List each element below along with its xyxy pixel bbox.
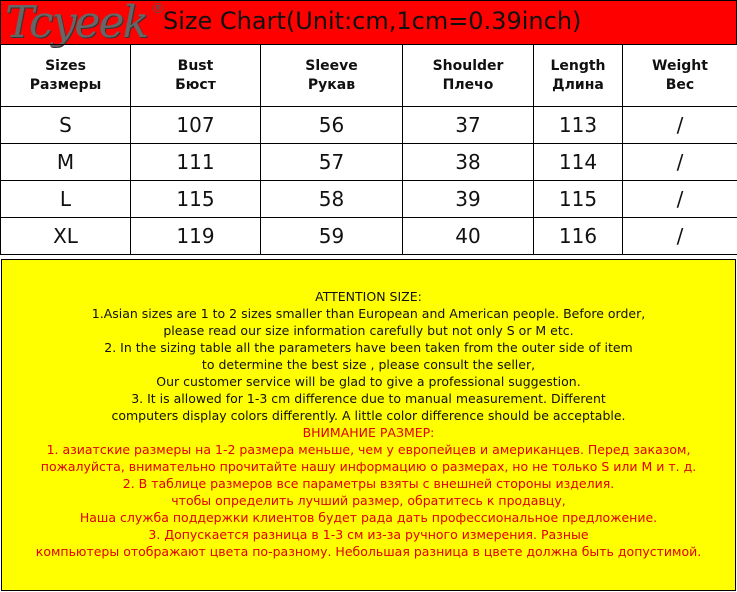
header-cell <box>534 45 623 107</box>
header-cell <box>623 45 737 107</box>
table-cell: 40 <box>403 218 534 255</box>
note-line: компьютеры отображают цвета по-разному. Небольшая разница в цвете должна быть допустимой. <box>35 544 702 559</box>
note-line: please read our size information carefully but not only S or M etc. <box>163 323 574 338</box>
table-row <box>1 107 737 144</box>
note-line: 1.Asian sizes are 1 to 2 sizes smaller than European and American people. Before order, <box>91 306 646 321</box>
note-line: 1. азиатские размеры на 1-2 размера меньше, чем у европейцев и американцев. Перед заказом, <box>46 442 691 457</box>
header-en: Bust <box>177 57 214 74</box>
note-line: computers display colors differently. A little color difference should be acceptable. <box>111 408 626 423</box>
size-table <box>0 44 737 255</box>
note-line: ВНИМАНИЕ РАЗМЕР: <box>302 425 435 440</box>
header-en: Sleeve <box>305 57 358 74</box>
table-cell: / <box>623 144 737 181</box>
note-line: to determine the best size , please consult the seller, <box>201 357 536 372</box>
header-en: Sizes <box>45 57 86 74</box>
note-line: 2. In the sizing table all the parameters have been taken from the outer side of item <box>104 340 633 355</box>
note-line: пожалуйста, внимательно прочитайте нашу информацию о размерах, но не только S или M и т. д. <box>40 459 697 474</box>
table-cell: / <box>623 181 737 218</box>
header-cell <box>1 45 131 107</box>
note-line: 3. It is allowed for 1-3 cm difference due to manual measurement. Different <box>131 391 606 406</box>
header-en: Shoulder <box>432 57 504 74</box>
header-ru: Плечо <box>442 76 494 93</box>
table-cell: S <box>1 107 131 144</box>
header-ru: Вес <box>665 76 695 93</box>
header-cell <box>403 45 534 107</box>
note-line: Our customer service will be glad to give a professional suggestion. <box>156 374 581 389</box>
header-ru: Длина <box>552 76 604 93</box>
header-ru: Рукав <box>307 76 356 93</box>
header-ru: Размеры <box>29 76 102 93</box>
notes-panel <box>1 259 736 591</box>
chart-title: Size Chart(Unit:cm,1cm=0.39inch) <box>163 7 582 35</box>
table-row <box>1 218 737 255</box>
table-cell: 119 <box>131 218 261 255</box>
table-cell: 115 <box>534 181 623 218</box>
brand-logo: Tcyeek <box>5 0 148 48</box>
header-en: Length <box>550 57 606 74</box>
note-line: 3. Допускается разница в 1-3 см из-за ручного измерения. Разные <box>148 527 589 542</box>
table-cell: 59 <box>261 218 403 255</box>
table-cell: 113 <box>534 107 623 144</box>
table-row <box>1 181 737 218</box>
notes-english <box>2 288 735 424</box>
header-en: Weight <box>652 57 708 74</box>
table-cell: 107 <box>131 107 261 144</box>
title-bar <box>0 0 737 48</box>
note-line: ATTENTION SIZE: <box>315 289 422 304</box>
notes-russian <box>2 424 735 560</box>
table-cell: 58 <box>261 181 403 218</box>
table-cell: 37 <box>403 107 534 144</box>
table-cell: 57 <box>261 144 403 181</box>
table-cell: / <box>623 107 737 144</box>
table-cell: 114 <box>534 144 623 181</box>
header-ru: Бюст <box>175 76 216 93</box>
table-row <box>1 144 737 181</box>
table-cell: 38 <box>403 144 534 181</box>
table-cell: 111 <box>131 144 261 181</box>
table-cell: M <box>1 144 131 181</box>
table-cell: / <box>623 218 737 255</box>
header-cell <box>261 45 403 107</box>
note-line: 2. В таблице размеров все параметры взяты с внешней стороны изделия. <box>122 476 615 491</box>
table-cell: L <box>1 181 131 218</box>
table-cell: 39 <box>403 181 534 218</box>
note-line: чтобы определить лучший размер, обратитесь к продавцу, <box>171 493 566 508</box>
table-cell: XL <box>1 218 131 255</box>
table-cell: 115 <box>131 181 261 218</box>
table-cell: 116 <box>534 218 623 255</box>
table-cell: 56 <box>261 107 403 144</box>
header-row <box>1 45 737 107</box>
note-line: Наша служба поддержки клиентов будет рада дать профессиональное предложение. <box>79 510 658 525</box>
registered-mark: ® <box>151 1 165 17</box>
header-cell <box>131 45 261 107</box>
